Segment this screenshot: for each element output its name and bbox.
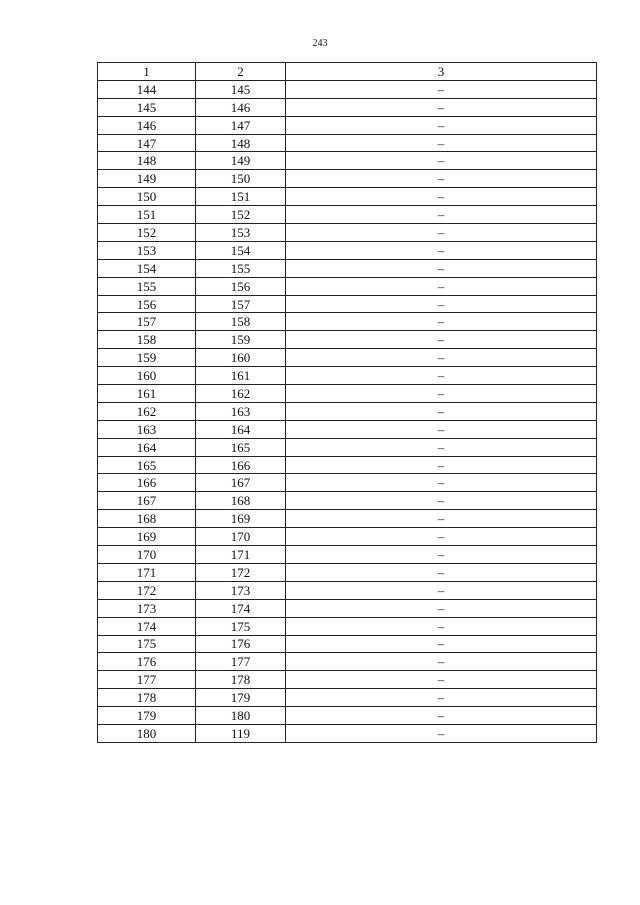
table-row — [98, 635, 597, 653]
table-cell-col-1: 159 — [98, 349, 196, 367]
table-cell-col-1: 152 — [98, 224, 196, 242]
table-cell-col-1: 151 — [98, 206, 196, 224]
table-cell-col-3: – — [286, 456, 597, 474]
table-cell-col-2: 170 — [196, 528, 286, 546]
table-cell-col-2: 179 — [196, 689, 286, 707]
table-cell-col-1: 146 — [98, 116, 196, 134]
table-cell-col-1: 177 — [98, 671, 196, 689]
table-cell-col-1: 165 — [98, 456, 196, 474]
table-row — [98, 152, 597, 170]
table-cell-col-3: – — [286, 188, 597, 206]
table-cell-col-3: – — [286, 653, 597, 671]
table-cell-col-2: 150 — [196, 170, 286, 188]
table-cell-col-1: 173 — [98, 599, 196, 617]
table-cell-col-3: – — [286, 510, 597, 528]
table-cell-col-2: 152 — [196, 206, 286, 224]
table-cell-col-2: 165 — [196, 438, 286, 456]
table-cell-col-2: 176 — [196, 635, 286, 653]
table-cell-col-3: – — [286, 241, 597, 259]
table-row — [98, 707, 597, 725]
table-cell-col-1: 179 — [98, 707, 196, 725]
table-cell-col-3: – — [286, 599, 597, 617]
table-row — [98, 295, 597, 313]
table-row — [98, 546, 597, 564]
table-cell-col-2: 153 — [196, 224, 286, 242]
table-row — [98, 617, 597, 635]
table-cell-col-3: – — [286, 563, 597, 581]
table-cell-col-2: 166 — [196, 456, 286, 474]
table-cell-col-1: 164 — [98, 438, 196, 456]
table-cell-col-3: – — [286, 617, 597, 635]
table-cell-col-2: 168 — [196, 492, 286, 510]
table-row — [98, 563, 597, 581]
table-row — [98, 313, 597, 331]
table-cell-col-2: 119 — [196, 724, 286, 742]
table-cell-col-3: – — [286, 581, 597, 599]
table-cell-col-3: – — [286, 635, 597, 653]
table-cell-col-1: 170 — [98, 546, 196, 564]
table-row — [98, 116, 597, 134]
table-cell-col-2: 167 — [196, 474, 286, 492]
table-cell-col-1: 158 — [98, 331, 196, 349]
table-cell-col-1: 154 — [98, 259, 196, 277]
table-cell-col-3: – — [286, 134, 597, 152]
table-cell-col-3: – — [286, 385, 597, 403]
column-header-1: 1 — [98, 63, 196, 81]
table-cell-col-3: – — [286, 224, 597, 242]
table-cell-col-1: 155 — [98, 277, 196, 295]
page-number: 243 — [312, 38, 328, 49]
table-cell-col-3: – — [286, 116, 597, 134]
table-cell-col-2: 171 — [196, 546, 286, 564]
table-cell-col-1: 175 — [98, 635, 196, 653]
table-cell-col-2: 174 — [196, 599, 286, 617]
table-cell-col-1: 160 — [98, 367, 196, 385]
table-row — [98, 385, 597, 403]
table-cell-col-1: 171 — [98, 563, 196, 581]
table-cell-col-2: 148 — [196, 134, 286, 152]
table-cell-col-3: – — [286, 724, 597, 742]
table-row — [98, 206, 597, 224]
table-cell-col-1: 157 — [98, 313, 196, 331]
table-row — [98, 259, 597, 277]
table-cell-col-1: 168 — [98, 510, 196, 528]
table-cell-col-3: – — [286, 474, 597, 492]
table-cell-col-1: 150 — [98, 188, 196, 206]
column-header-2: 2 — [196, 63, 286, 81]
table-cell-col-2: 155 — [196, 259, 286, 277]
table-row — [98, 438, 597, 456]
table-row — [98, 581, 597, 599]
table-row — [98, 241, 597, 259]
table-row — [98, 671, 597, 689]
table-cell-col-2: 157 — [196, 295, 286, 313]
table-body — [98, 80, 597, 742]
table-cell-col-1: 174 — [98, 617, 196, 635]
table-cell-col-3: – — [286, 528, 597, 546]
table-cell-col-3: – — [286, 671, 597, 689]
table-row — [98, 653, 597, 671]
table-row — [98, 134, 597, 152]
table-row — [98, 98, 597, 116]
table-row — [98, 528, 597, 546]
table-cell-col-1: 162 — [98, 402, 196, 420]
table-cell-col-1: 163 — [98, 420, 196, 438]
table-cell-col-1: 176 — [98, 653, 196, 671]
table-cell-col-2: 159 — [196, 331, 286, 349]
table-row — [98, 349, 597, 367]
table-cell-col-2: 145 — [196, 80, 286, 98]
table-cell-col-3: – — [286, 492, 597, 510]
table-cell-col-3: – — [286, 259, 597, 277]
table-cell-col-3: – — [286, 331, 597, 349]
table-cell-col-2: 161 — [196, 367, 286, 385]
table-cell-col-2: 151 — [196, 188, 286, 206]
table-cell-col-2: 173 — [196, 581, 286, 599]
table-cell-col-1: 161 — [98, 385, 196, 403]
table-cell-col-2: 172 — [196, 563, 286, 581]
table-cell-col-3: – — [286, 707, 597, 725]
table-cell-col-1: 145 — [98, 98, 196, 116]
table-row — [98, 80, 597, 98]
table-row — [98, 367, 597, 385]
table-cell-col-3: – — [286, 98, 597, 116]
table-row — [98, 331, 597, 349]
data-table — [97, 62, 597, 743]
table-cell-col-3: – — [286, 349, 597, 367]
table-cell-col-2: 169 — [196, 510, 286, 528]
table-cell-col-1: 153 — [98, 241, 196, 259]
table-cell-col-2: 180 — [196, 707, 286, 725]
table-cell-col-2: 160 — [196, 349, 286, 367]
table-cell-col-1: 167 — [98, 492, 196, 510]
table-cell-col-2: 164 — [196, 420, 286, 438]
table-cell-col-1: 149 — [98, 170, 196, 188]
table-row — [98, 456, 597, 474]
table-cell-col-1: 180 — [98, 724, 196, 742]
table-cell-col-1: 166 — [98, 474, 196, 492]
table-cell-col-1: 148 — [98, 152, 196, 170]
table-row — [98, 402, 597, 420]
table-cell-col-3: – — [286, 170, 597, 188]
table-cell-col-3: – — [286, 152, 597, 170]
table-cell-col-1: 147 — [98, 134, 196, 152]
table-row — [98, 724, 597, 742]
table-row — [98, 510, 597, 528]
header-row — [98, 63, 597, 81]
table-row — [98, 188, 597, 206]
table-cell-col-2: 158 — [196, 313, 286, 331]
table-cell-col-3: – — [286, 546, 597, 564]
table-row — [98, 170, 597, 188]
table-cell-col-3: – — [286, 367, 597, 385]
table-cell-col-3: – — [286, 295, 597, 313]
table-row — [98, 277, 597, 295]
table-cell-col-2: 154 — [196, 241, 286, 259]
table-cell-col-3: – — [286, 689, 597, 707]
table-cell-col-2: 156 — [196, 277, 286, 295]
table-cell-col-3: – — [286, 420, 597, 438]
table-cell-col-3: – — [286, 277, 597, 295]
table-cell-col-1: 156 — [98, 295, 196, 313]
table-cell-col-1: 178 — [98, 689, 196, 707]
table-cell-col-1: 172 — [98, 581, 196, 599]
table-cell-col-2: 163 — [196, 402, 286, 420]
table-row — [98, 474, 597, 492]
table-cell-col-2: 175 — [196, 617, 286, 635]
table-row — [98, 689, 597, 707]
table-row — [98, 420, 597, 438]
table-cell-col-2: 162 — [196, 385, 286, 403]
table-cell-col-2: 178 — [196, 671, 286, 689]
column-header-3: 3 — [286, 63, 597, 81]
table-cell-col-3: – — [286, 80, 597, 98]
table-row — [98, 492, 597, 510]
table-cell-col-2: 147 — [196, 116, 286, 134]
table-cell-col-3: – — [286, 206, 597, 224]
table-cell-col-3: – — [286, 402, 597, 420]
table-cell-col-2: 149 — [196, 152, 286, 170]
table-cell-col-1: 169 — [98, 528, 196, 546]
table-cell-col-3: – — [286, 438, 597, 456]
table-row — [98, 224, 597, 242]
table-row — [98, 599, 597, 617]
table-cell-col-1: 144 — [98, 80, 196, 98]
table-cell-col-3: – — [286, 313, 597, 331]
table-cell-col-2: 177 — [196, 653, 286, 671]
table-cell-col-2: 146 — [196, 98, 286, 116]
table-header — [98, 63, 597, 81]
